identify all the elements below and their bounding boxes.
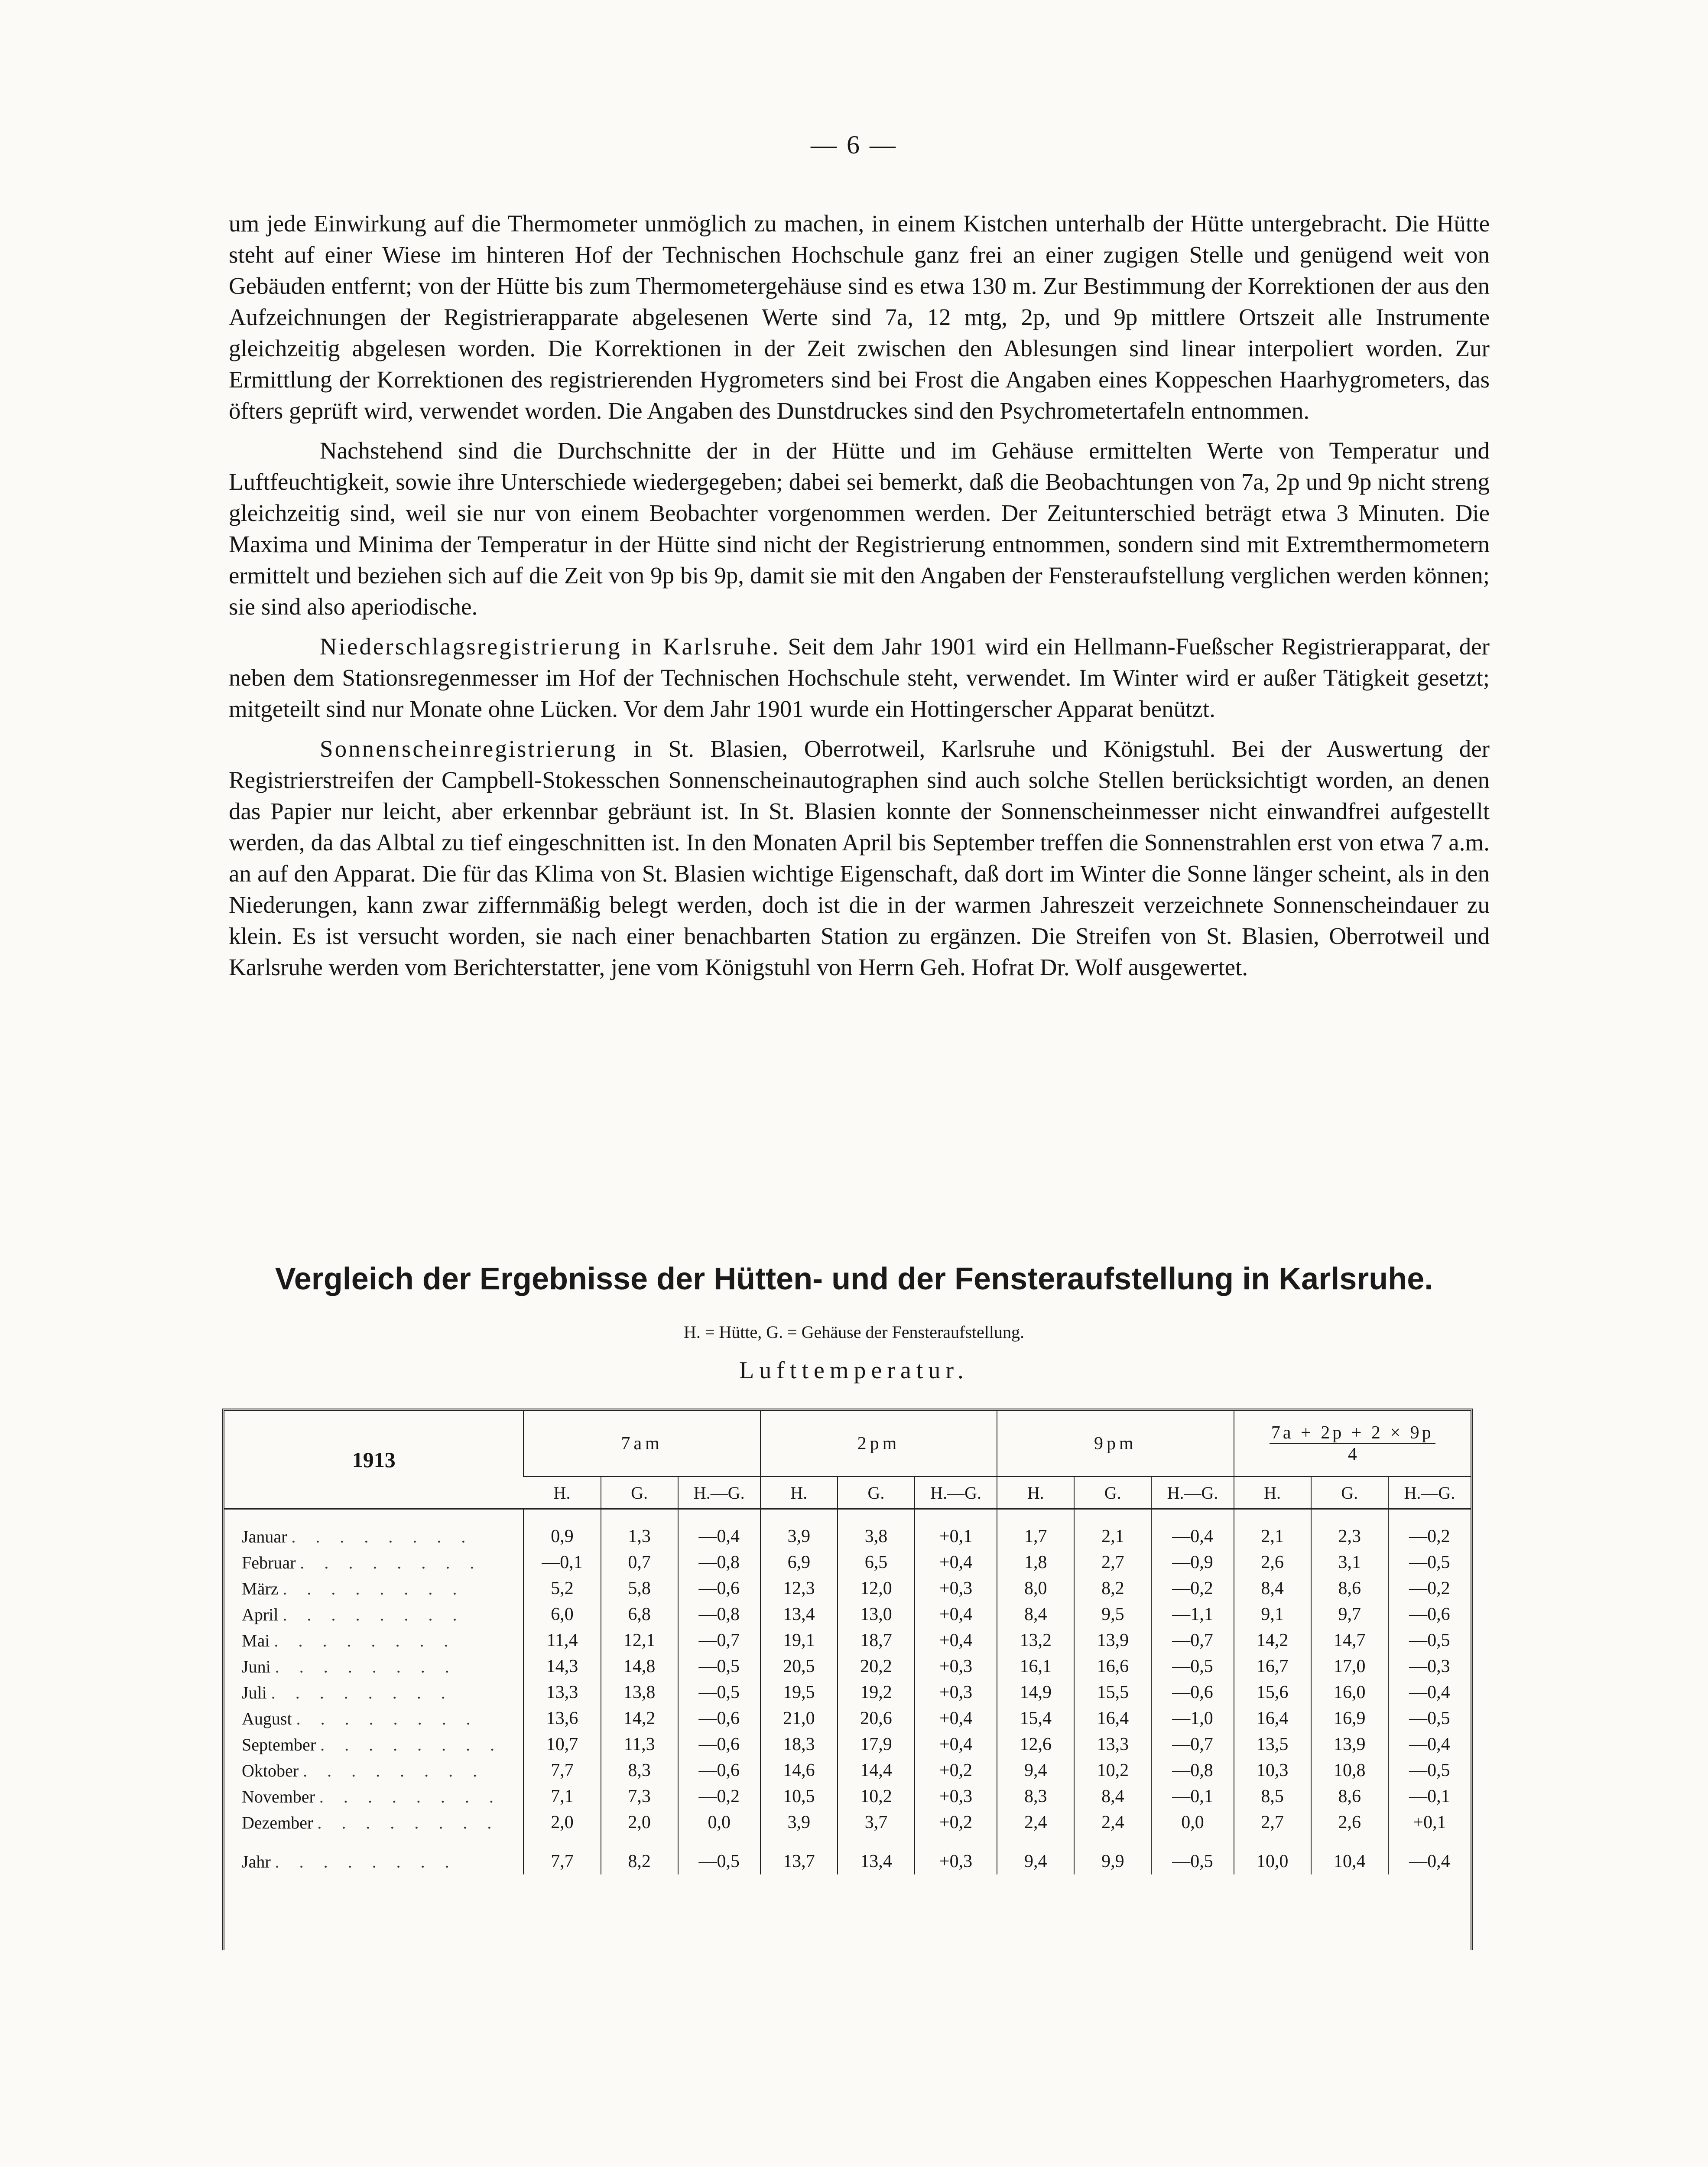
leader-dots: . . . . . . . .	[275, 1851, 457, 1871]
table-cell: —0,5	[1388, 1757, 1471, 1783]
month-label	[224, 1757, 523, 1783]
subhead-g: G.	[1311, 1477, 1388, 1509]
table-cell: 2,7	[1234, 1809, 1311, 1835]
table-cell: 19,1	[760, 1627, 838, 1653]
table-row	[224, 1601, 1471, 1627]
table-cell: 10,4	[1311, 1848, 1388, 1874]
table-cell: 9,4	[997, 1757, 1074, 1783]
table-cell: 13,0	[838, 1601, 915, 1627]
table-cell: 3,1	[1311, 1549, 1388, 1575]
table-cell: —0,6	[678, 1731, 760, 1757]
table-cell: 15,5	[1074, 1679, 1151, 1705]
table-cell: —0,4	[1388, 1848, 1471, 1874]
table-cell: 18,7	[838, 1627, 915, 1653]
table-heading: Lufttemperatur.	[739, 1357, 969, 1384]
table-cell: 14,8	[601, 1653, 678, 1679]
subhead-diff: H.—G.	[1151, 1477, 1234, 1509]
precipitation-text: Seit dem Jahr 1901 wird ein Hellmann-Fueßscher Registrierapparat, der neben dem Stationsregenmesser im Hof der Technischen Hochschule steht, verwendet. Im Winter wird er außer Tätigkeit gesetzt; mitgeteilt sind nur Monate ohne Lücken. Vor dem Jahr 1901 wurde ein Hottingerscher Apparat benützt.	[229, 633, 1490, 722]
table-cell: 10,0	[1234, 1848, 1311, 1874]
table-row	[224, 1757, 1471, 1783]
table-cell: +0,3	[915, 1575, 997, 1601]
page-number: — 6 —	[811, 130, 897, 159]
sunshine-text: in St. Blasien, Oberrotweil, Karlsruhe und Königstuhl. Bei der Auswertung der Registrierstreifen der Campbell-Stokesschen Sonnenscheinautographen sind auch solche Stellen berücksichtigt worden, an denen das Papier nur leicht, aber erkennbar gebräunt ist. In St. Blasien konnte der Sonnenscheinmesser nicht einwandfrei aufgestellt werden, da das Albtal zu tief eingeschnitten ist. In den Monaten April bis September treffen die Sonnenstrahlen erst von etwa 7 a.m. an auf den Apparat. Die für das Klima von St. Blasien wichtige Eigenschaft, daß dort im Winter die Sonne länger scheint, als in den Niederungen, kann zwar ziffernmäßig belegt werden, doch ist die in der warmen Jahreszeit verzeichnete Sonnenscheindauer zu klein. Es ist versucht worden, sie nach einer benachbarten Station zu ergänzen. Die Streifen von St. Blasien, Oberrotweil und Karlsruhe werden vom Berichterstatter, jene vom Königstuhl von Herrn Geh. Hofrat Dr. Wolf ausgewertet.	[229, 735, 1490, 980]
table-cell: —0,1	[1388, 1783, 1471, 1809]
table-cell: 14,3	[523, 1653, 601, 1679]
table-cell: —0,4	[1388, 1731, 1471, 1757]
table-cell: 13,2	[997, 1627, 1074, 1653]
table-cell: 2,1	[1234, 1523, 1311, 1549]
table-cell: 13,7	[760, 1848, 838, 1874]
table-cell: 19,2	[838, 1679, 915, 1705]
table-cell: 2,6	[1234, 1549, 1311, 1575]
table-cell: —1,1	[1151, 1601, 1234, 1627]
table-row-year	[224, 1848, 1471, 1874]
subhead-diff: H.—G.	[1388, 1477, 1471, 1509]
subhead-g: G.	[1074, 1477, 1151, 1509]
table-cell: —0,6	[678, 1575, 760, 1601]
table-cell: —0,2	[1388, 1523, 1471, 1549]
table-cell: —0,2	[678, 1783, 760, 1809]
table-cell: —0,4	[1151, 1523, 1234, 1549]
table-cell: 20,2	[838, 1653, 915, 1679]
table-cell: 8,3	[997, 1783, 1074, 1809]
table-cell: 8,0	[997, 1575, 1074, 1601]
table-cell: 18,3	[760, 1731, 838, 1757]
table-cell: 6,5	[838, 1549, 915, 1575]
table-cell: 9,4	[997, 1848, 1074, 1874]
table-cell: —0,2	[1151, 1575, 1234, 1601]
table-cell: —0,5	[1151, 1848, 1234, 1874]
table-cell: 3,9	[760, 1809, 838, 1835]
subhead-diff: H.—G.	[678, 1477, 760, 1509]
table-cell: 12,0	[838, 1575, 915, 1601]
table-cell: 8,2	[1074, 1575, 1151, 1601]
table-cell: —0,2	[1388, 1575, 1471, 1601]
table-cell: 2,4	[1074, 1809, 1151, 1835]
subhead-g: G.	[601, 1477, 678, 1509]
month-name: Dezember	[242, 1812, 313, 1832]
month-name: Oktober	[242, 1760, 299, 1780]
table-cell: 11,4	[523, 1627, 601, 1653]
month-label	[224, 1653, 523, 1679]
table-cell: —0,5	[1151, 1653, 1234, 1679]
leader-dots: . . . . . . . .	[283, 1578, 465, 1598]
table-cell: +0,1	[1388, 1809, 1471, 1835]
month-label	[224, 1549, 523, 1575]
table-cell: 12,3	[760, 1575, 838, 1601]
table-cell: 2,7	[1074, 1549, 1151, 1575]
table-row	[224, 1809, 1471, 1835]
paragraph-thermometer-setup: um jede Einwirkung auf die Thermometer unmöglich zu machen, in einem Kistchen unterhalb der Hütte untergebracht. Die Hütte steht auf einer Wiese im hinteren Hof der Technischen Hochschule ganz frei an einer zugigen Stelle und genügend weit von Gebäuden entfernt; von der Hütte bis zum Thermometergehäuse sind es etwa 130 m. Zur Bestimmung der Korrektionen der aus den Aufzeichnungen der Registrierapparate abgelesenen Werte sind 7a, 12 mtg, 2p, und 9p mittlere Ortszeit alle Instrumente gleichzeitig abgelesen worden. Die Korrektionen in der Zeit zwischen den Ablesungen sind linear interpoliert worden. Zur Ermittlung der Korrektionen des registrierenden Hygrometers sind bei Frost die Angaben eines Koppeschen Haarhygrometers, das öfters geprüft wird, verwendet worden. Die Angaben des Dunstdruckes sind den Psychrometertafeln entnommen.	[229, 210, 1490, 424]
table-cell: —0,5	[1388, 1627, 1471, 1653]
month-name: Februar	[242, 1552, 296, 1572]
leader-dots: . . . . . . . .	[271, 1682, 453, 1702]
month-name: Jahr	[242, 1851, 271, 1871]
month-label	[224, 1809, 523, 1835]
table-cell: 13,6	[523, 1705, 601, 1731]
table-cell: 9,7	[1311, 1601, 1388, 1627]
table-row	[224, 1523, 1471, 1549]
precipitation-lead: Niederschlagsregistrierung in Karlsruhe.	[320, 633, 780, 660]
table-cell: 15,4	[997, 1705, 1074, 1731]
table-cell: 19,5	[760, 1679, 838, 1705]
group-mean-formula	[1234, 1411, 1471, 1477]
table-cell: —0,9	[1151, 1549, 1234, 1575]
month-label	[224, 1523, 523, 1549]
leader-dots: . . . . . . . .	[303, 1760, 485, 1780]
table-cell: 13,3	[1074, 1731, 1151, 1757]
table-cell: 0,9	[523, 1523, 601, 1549]
month-label	[224, 1601, 523, 1627]
month-label	[224, 1627, 523, 1653]
table-cell: 6,0	[523, 1601, 601, 1627]
table-cell: 17,0	[1311, 1653, 1388, 1679]
table-cell: 0,0	[678, 1809, 760, 1835]
month-label	[224, 1783, 523, 1809]
leader-dots: . . . . . . . .	[283, 1604, 465, 1624]
month-name: Mai	[242, 1630, 270, 1650]
table-cell: —0,4	[1388, 1679, 1471, 1705]
table-cell: —0,3	[1388, 1653, 1471, 1679]
table-cell: 13,5	[1234, 1731, 1311, 1757]
table-cell: 7,7	[523, 1757, 601, 1783]
month-label	[224, 1705, 523, 1731]
table-cell: 8,6	[1311, 1575, 1388, 1601]
table-row	[224, 1731, 1471, 1757]
leader-dots: . . . . . . . .	[275, 1656, 457, 1676]
table-cell: —0,8	[1151, 1757, 1234, 1783]
subhead-h: H.	[523, 1477, 601, 1509]
table-cell: 16,9	[1311, 1705, 1388, 1731]
table-cell: 2,0	[601, 1809, 678, 1835]
table-cell: 10,8	[1311, 1757, 1388, 1783]
table-cell: 8,3	[601, 1757, 678, 1783]
table-cell: 8,2	[601, 1848, 678, 1874]
table-cell: —0,4	[678, 1523, 760, 1549]
table-cell: 14,2	[1234, 1627, 1311, 1653]
table-cell: —0,6	[1151, 1679, 1234, 1705]
group-7am: 7am	[523, 1411, 760, 1477]
table-cell: 21,0	[760, 1705, 838, 1731]
table-cell: 9,9	[1074, 1848, 1151, 1874]
table-cell: 13,9	[1311, 1731, 1388, 1757]
table-cell: 13,4	[838, 1848, 915, 1874]
temperature-table	[224, 1411, 1471, 1874]
table-cell: 13,8	[601, 1679, 678, 1705]
table-cell: 9,5	[1074, 1601, 1151, 1627]
table-cell: 2,1	[1074, 1523, 1151, 1549]
table-cell: 1,3	[601, 1523, 678, 1549]
table-cell: 16,4	[1074, 1705, 1151, 1731]
table-cell: 13,3	[523, 1679, 601, 1705]
table-cell: —1,0	[1151, 1705, 1234, 1731]
table-cell: +0,3	[915, 1783, 997, 1809]
table-row	[224, 1705, 1471, 1731]
table-cell: 1,7	[997, 1523, 1074, 1549]
table-cell: —0,6	[1388, 1601, 1471, 1627]
table-cell: 16,4	[1234, 1705, 1311, 1731]
leader-dots: . . . . . . . .	[296, 1708, 478, 1728]
table-cell: 0,7	[601, 1549, 678, 1575]
table-cell: +0,1	[915, 1523, 997, 1549]
table-cell: —0,7	[1151, 1627, 1234, 1653]
table-row	[224, 1783, 1471, 1809]
table-cell: 7,7	[523, 1848, 601, 1874]
month-name: November	[242, 1786, 315, 1806]
table-cell: 8,6	[1311, 1783, 1388, 1809]
table-cell: —0,5	[678, 1653, 760, 1679]
table-cell: +0,4	[915, 1705, 997, 1731]
table-cell: —0,1	[523, 1549, 601, 1575]
table-cell: +0,4	[915, 1549, 997, 1575]
month-label	[224, 1679, 523, 1705]
month-name: August	[242, 1708, 292, 1728]
table-cell: —0,5	[1388, 1549, 1471, 1575]
formula-denominator: 4	[1348, 1445, 1357, 1464]
table-cell: 8,4	[1074, 1783, 1151, 1809]
table-cell: 10,5	[760, 1783, 838, 1809]
subhead-diff: H.—G.	[915, 1477, 997, 1509]
month-name: April	[242, 1604, 279, 1624]
table-cell: +0,4	[915, 1731, 997, 1757]
table-cell: 6,8	[601, 1601, 678, 1627]
table-cell: 16,1	[997, 1653, 1074, 1679]
table-cell: 10,2	[1074, 1757, 1151, 1783]
leader-dots: . . . . . . . .	[274, 1630, 456, 1650]
table-cell: +0,4	[915, 1627, 997, 1653]
table-cell: 2,3	[1311, 1523, 1388, 1549]
table-cell: 13,9	[1074, 1627, 1151, 1653]
table-year: 1913	[224, 1411, 523, 1509]
table-cell: —0,5	[1388, 1705, 1471, 1731]
table-cell: 16,7	[1234, 1653, 1311, 1679]
month-label	[224, 1848, 523, 1874]
table-row	[224, 1679, 1471, 1705]
table-cell: 8,5	[1234, 1783, 1311, 1809]
table-cell: 3,9	[760, 1523, 838, 1549]
temperature-table-frame	[222, 1409, 1473, 1950]
mean-formula	[1270, 1422, 1435, 1465]
table-cell: 12,1	[601, 1627, 678, 1653]
table-title: Vergleich der Ergebnisse der Hütten- und der Fensteraufstellung in Karlsruhe.	[275, 1262, 1433, 1296]
body-text	[229, 208, 1490, 992]
table-cell: 16,6	[1074, 1653, 1151, 1679]
table-cell: 8,4	[1234, 1575, 1311, 1601]
table-cell: —0,8	[678, 1549, 760, 1575]
table-cell: 10,7	[523, 1731, 601, 1757]
leader-dots: . . . . . . . .	[319, 1786, 501, 1806]
table-cell: 9,1	[1234, 1601, 1311, 1627]
subhead-g: G.	[838, 1477, 915, 1509]
table-cell: 8,4	[997, 1601, 1074, 1627]
table-cell: 14,9	[997, 1679, 1074, 1705]
leader-dots: . . . . . . . .	[317, 1812, 500, 1832]
table-cell: 20,6	[838, 1705, 915, 1731]
table-cell: 3,7	[838, 1809, 915, 1835]
table-cell: —0,6	[678, 1705, 760, 1731]
table-subtitle: H. = Hütte, G. = Gehäuse der Fensteraufstellung.	[683, 1322, 1025, 1342]
table-cell: 7,3	[601, 1783, 678, 1809]
table-cell: 20,5	[760, 1653, 838, 1679]
paragraph-precipitation	[229, 631, 1490, 725]
table-cell: —0,1	[1151, 1783, 1234, 1809]
table-cell: +0,2	[915, 1757, 997, 1783]
table-cell: 5,8	[601, 1575, 678, 1601]
leader-dots: . . . . . . . .	[320, 1734, 503, 1754]
table-cell: —0,5	[678, 1679, 760, 1705]
month-name: Juni	[242, 1656, 271, 1676]
month-name: September	[242, 1734, 316, 1754]
table-cell: +0,2	[915, 1809, 997, 1835]
paragraph-averages: Nachstehend sind die Durchschnitte der in der Hütte und im Gehäuse ermittelten Werte von Temperatur und Luftfeuchtigkeit, sowie ihre Unterschiede wiedergegeben; dabei sei bemerkt, daß die Beobachtungen von 7a, 2p und 9p nicht streng gleichzeitig sind, weil sie nur von einem Beobachter vorgenommen werden. Der Zeitunterschied beträgt etwa 3 Minuten. Die Maxima und Minima der Temperatur in der Hütte sind nicht der Registrierung entnommen, sondern sind mit Extremthermometern ermittelt und beziehen sich auf die Zeit von 9p bis 9p, damit sie mit den Angaben der Fensteraufstellung verglichen werden können; sie sind also aperiodische.	[229, 437, 1490, 620]
table-row	[224, 1575, 1471, 1601]
table-cell: 11,3	[601, 1731, 678, 1757]
leader-dots: . . . . . . . .	[291, 1526, 474, 1546]
table-cell: 6,9	[760, 1549, 838, 1575]
subhead-h: H.	[1234, 1477, 1311, 1509]
sunshine-lead: Sonnenscheinregistrierung	[320, 735, 617, 762]
table-cell: —0,7	[678, 1627, 760, 1653]
table-cell: 10,2	[838, 1783, 915, 1809]
month-label	[224, 1575, 523, 1601]
month-name: Januar	[242, 1526, 287, 1546]
leader-dots: . . . . . . . .	[300, 1552, 482, 1572]
table-cell: 5,2	[523, 1575, 601, 1601]
table-cell: +0,3	[915, 1679, 997, 1705]
table-row	[224, 1549, 1471, 1575]
table-cell: +0,3	[915, 1653, 997, 1679]
table-cell: 10,3	[1234, 1757, 1311, 1783]
group-2pm: 2pm	[760, 1411, 997, 1477]
table-cell: 3,8	[838, 1523, 915, 1549]
table-cell: +0,3	[915, 1848, 997, 1874]
table-cell: 0,0	[1151, 1809, 1234, 1835]
month-name: Juli	[242, 1682, 267, 1702]
table-cell: —0,6	[678, 1757, 760, 1783]
paragraph-sunshine	[229, 733, 1490, 983]
subhead-h: H.	[997, 1477, 1074, 1509]
table-cell: 14,7	[1311, 1627, 1388, 1653]
table-cell: 14,6	[760, 1757, 838, 1783]
month-name: März	[242, 1578, 279, 1598]
formula-numerator: 7a + 2p + 2 × 9p	[1270, 1422, 1435, 1444]
table-cell: 2,4	[997, 1809, 1074, 1835]
table-row	[224, 1627, 1471, 1653]
table-cell: —0,8	[678, 1601, 760, 1627]
table-cell: 14,2	[601, 1705, 678, 1731]
table-cell: —0,5	[678, 1848, 760, 1874]
table-cell: —0,7	[1151, 1731, 1234, 1757]
table-cell: 2,6	[1311, 1809, 1388, 1835]
table-cell: 15,6	[1234, 1679, 1311, 1705]
table-cell: 17,9	[838, 1731, 915, 1757]
table-cell: +0,4	[915, 1601, 997, 1627]
month-label	[224, 1731, 523, 1757]
table-row	[224, 1653, 1471, 1679]
subhead-h: H.	[760, 1477, 838, 1509]
table-cell: 16,0	[1311, 1679, 1388, 1705]
group-9pm: 9pm	[997, 1411, 1234, 1477]
table-cell: 7,1	[523, 1783, 601, 1809]
table-cell: 2,0	[523, 1809, 601, 1835]
table-cell: 13,4	[760, 1601, 838, 1627]
table-cell: 1,8	[997, 1549, 1074, 1575]
table-cell: 12,6	[997, 1731, 1074, 1757]
table-cell: 14,4	[838, 1757, 915, 1783]
